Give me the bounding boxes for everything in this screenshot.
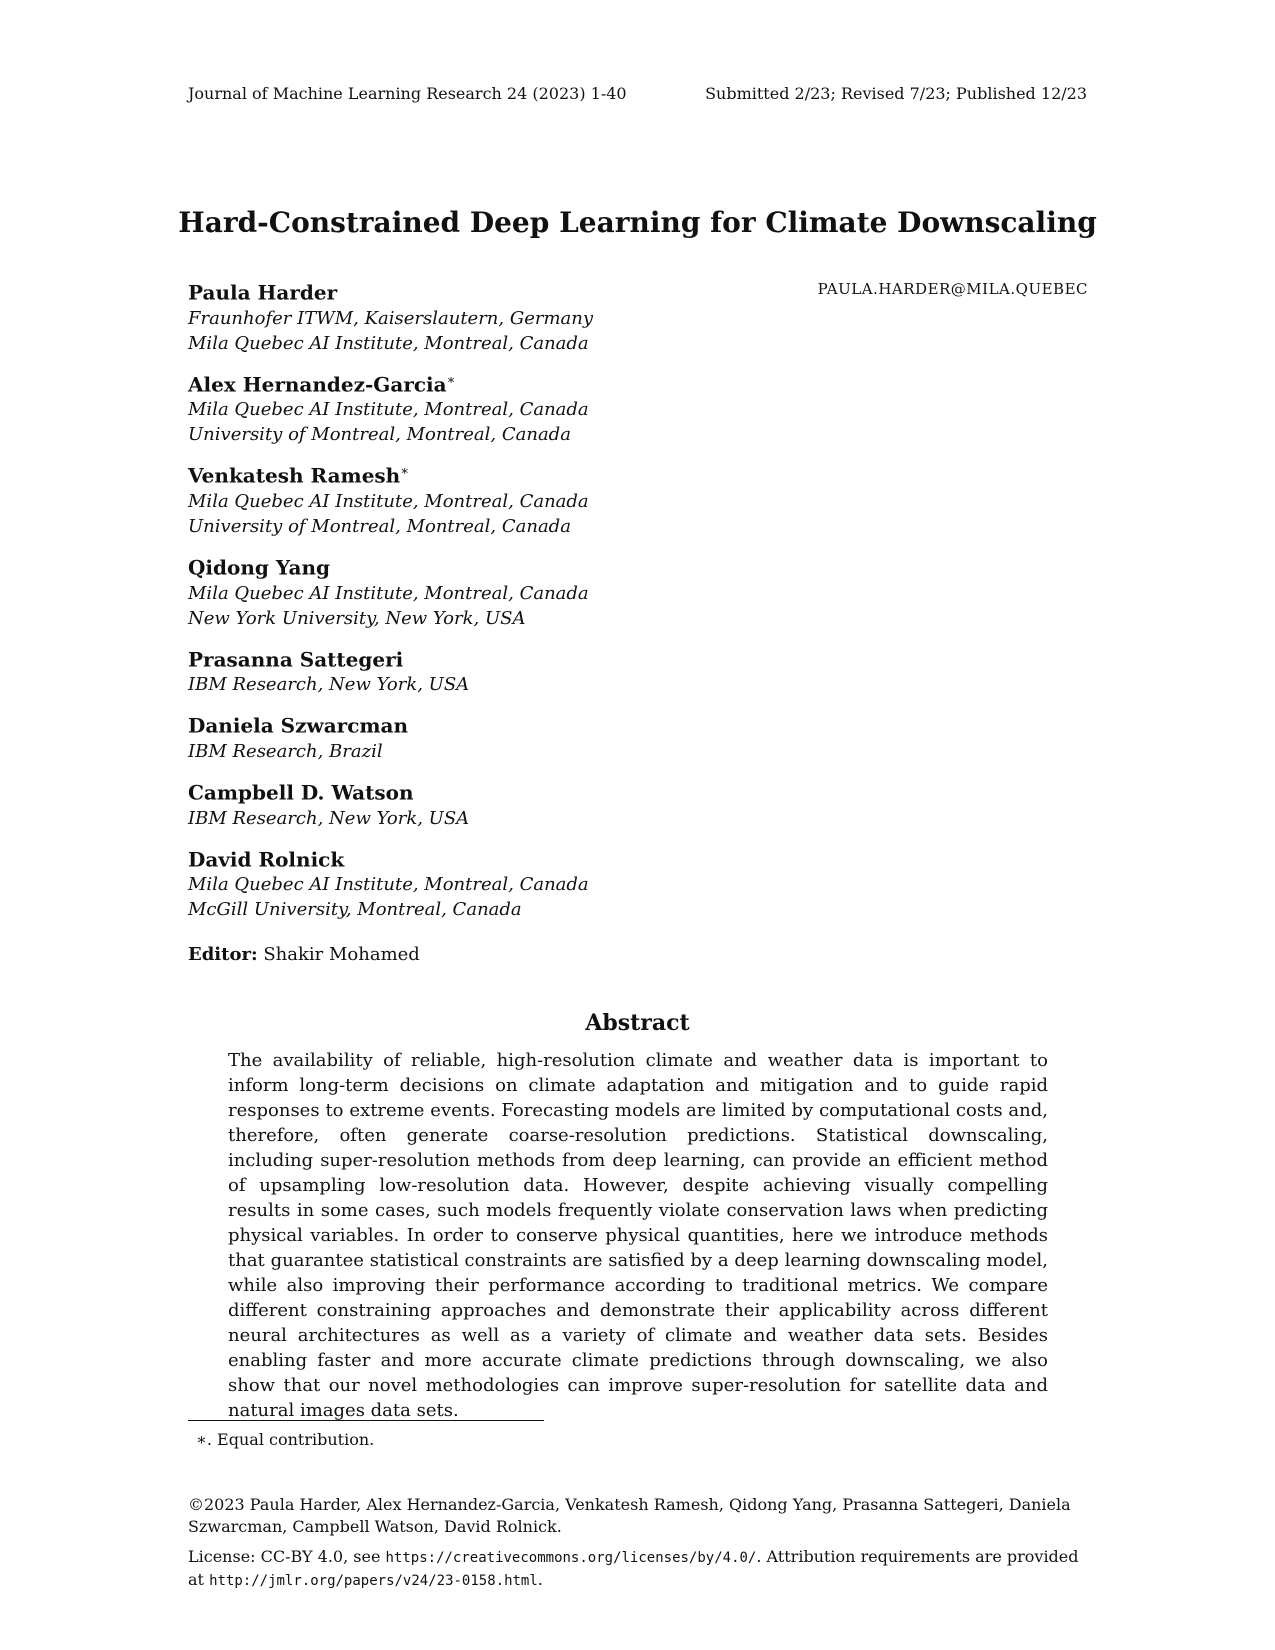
license-middle: . Attribution requirements are provided at — [188, 1547, 1079, 1589]
author-affiliation: Mila Quebec AI Institute, Montreal, Canada — [188, 490, 589, 512]
author-block — [188, 643, 1088, 698]
abstract-heading: Abstract — [585, 1010, 690, 1036]
copyright-notice: ©2023 Paula Harder, Alex Hernandez-Garcia, Venkatesh Ramesh, Qidong Yang, Prasanna Sattegeri, Daniela Szwarcman, Campbell Watson, David Rolnick. — [188, 1495, 1071, 1536]
editor-name: Shakir Mohamed — [263, 944, 420, 965]
author-affiliation: Mila Quebec AI Institute, Montreal, Canada — [188, 332, 589, 354]
abstract-text: The availability of reliable, high-resolution climate and weather data is important to inform long-term decisions on climate adaptation and mitigation and to guide rapid responses to extreme events. Forecasting models are limited by computational costs and, therefore, often generate coarse-resolution predictions. Statistical downscaling, including super-resolution methods from deep learning, can provide an efficient method of upsampling low-resolution data. However, despite achieving visually compelling results in some cases, such models frequently violate conservation laws when predicting physical variables. In order to conserve physical quantities, here we introduce methods that guarantee statistical constraints are satisfied by a deep learning downscaling model, while also improving their performance according to traditional metrics. We compare different constraining approaches and demonstrate their applicability across different neural architectures as well as a variety of climate and weather data sets. Besides enabling faster and more accurate climate predictions through downscaling, we also show that our novel methodologies can improve super-resolution for satellite data and natural images data sets. — [228, 1050, 1048, 1421]
license-notice — [188, 1546, 1088, 1592]
license-suffix: . — [537, 1570, 543, 1589]
author-affiliation: IBM Research, Brazil — [188, 740, 383, 762]
author-email: PAULA.HARDER@MILA.QUEBEC — [817, 280, 1088, 298]
author-affiliation: IBM Research, New York, USA — [188, 807, 470, 829]
author-name: Daniela Szwarcman — [188, 713, 409, 738]
author-block — [188, 368, 1088, 448]
author-name: Paula Harder — [188, 280, 338, 305]
publication-dates: Submitted 2/23; Revised 7/23; Published 12/23 — [705, 84, 1087, 103]
author-name: Campbell D. Watson — [188, 780, 414, 805]
author-block — [188, 776, 1088, 831]
journal-header: Journal of Machine Learning Research 24 (2023) 1-40 — [188, 84, 627, 103]
author-affiliation: Fraunhofer ITWM, Kaiserslautern, Germany — [188, 307, 594, 329]
license-prefix: License: CC-BY 4.0, see — [188, 1547, 386, 1566]
author-block — [188, 459, 1088, 539]
license-link[interactable]: https://creativecommons.org/licenses/by/4.0/ — [385, 1550, 757, 1566]
paper-title: Hard-Constrained Deep Learning for Climate Downscaling — [178, 206, 1097, 239]
author-name: Venkatesh Ramesh∗ — [188, 463, 410, 488]
author-block — [188, 843, 1088, 923]
author-block — [188, 276, 1088, 356]
author-block — [188, 551, 1088, 631]
author-affiliation: New York University, New York, USA — [188, 607, 526, 629]
editor-line — [188, 944, 420, 965]
author-affiliation: University of Montreal, Montreal, Canada — [188, 424, 571, 446]
author-name: Alex Hernandez-Garcia∗ — [188, 372, 456, 397]
author-affiliation: Mila Quebec AI Institute, Montreal, Canada — [188, 874, 589, 896]
author-affiliation: Mila Quebec AI Institute, Montreal, Canada — [188, 399, 589, 421]
author-list — [188, 276, 1088, 934]
author-block — [188, 709, 1088, 764]
author-affiliation: University of Montreal, Montreal, Canada — [188, 515, 571, 537]
author-name: Qidong Yang — [188, 555, 331, 580]
editor-label: Editor: — [188, 944, 258, 965]
paper-link[interactable]: http://jmlr.org/papers/v24/23-0158.html — [209, 1573, 538, 1589]
author-affiliation: McGill University, Montreal, Canada — [188, 899, 522, 921]
author-affiliation: IBM Research, New York, USA — [188, 674, 470, 696]
author-name: Prasanna Sattegeri — [188, 647, 404, 672]
footnote-rule — [188, 1420, 544, 1421]
author-name: David Rolnick — [188, 847, 345, 872]
footnote: ∗. Equal contribution. — [196, 1430, 375, 1449]
author-affiliation: Mila Quebec AI Institute, Montreal, Canada — [188, 582, 589, 604]
